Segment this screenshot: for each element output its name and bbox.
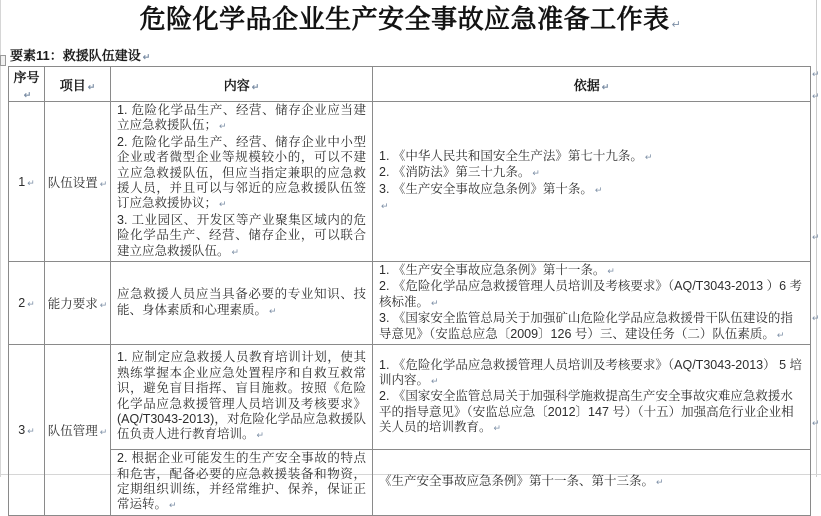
row-end-paragraph-mark: ↵	[812, 91, 820, 101]
row1-basis-empty-paragraph	[379, 198, 804, 214]
header-content	[111, 67, 373, 102]
page-title-text: 危险化学品企业生产安全事故应急准备工作表 ↵	[140, 4, 682, 34]
row2-basis-p3: 3. 《国家安全监管总局关于加强矿山危险化学品应急救援骨干队伍建设的指导意见》（安监总应急〔2009〕126 号）三、建设任务（二）队伍素质。 ↵	[379, 311, 804, 343]
row2-no: 2 ↵	[18, 296, 35, 310]
work-table	[8, 66, 811, 516]
row1-content-p3: 3. 工业园区、开发区等产业聚集区域内的危险化学品生产、经营、储存企业，可以联合建立应急救援队伍。 ↵	[117, 213, 366, 260]
table-move-handle[interactable]	[0, 55, 6, 66]
row3-item-cell	[45, 345, 111, 516]
row1-no-cell	[9, 102, 45, 262]
row3a-basis-p2: 2. 《国家安全监管总局关于加强科学施救提高生产安全事故灾难应急救援水平的指导意见》（安监总应急〔2012〕147 号）（十五）加强高危行业企业相关人员的培训教育。 ↵	[379, 389, 804, 436]
row3b-content-p1: 2. 根据企业可能发生的生产安全事故的特点和危害，配备必要的应急救援装备和物资，定期组织训练，并经常维护、保养，保证正常运转。 ↵	[117, 451, 366, 514]
row1-no: 1 ↵	[18, 175, 35, 189]
header-item	[45, 67, 111, 102]
header-item-label: 项目 ↵	[60, 78, 96, 93]
row3b-basis-p1: 《生产安全事故应急条例》第十一条、第十三条。 ↵	[379, 474, 804, 490]
row2-no-cell	[9, 262, 45, 345]
row1-item-cell	[45, 102, 111, 262]
row-end-paragraph-mark: ↵	[812, 232, 820, 242]
row1-basis-cell	[373, 102, 811, 262]
row2-item: 能力要求 ↵	[48, 297, 108, 311]
row3a-basis-cell	[373, 345, 811, 450]
row3b-basis-cell	[373, 450, 811, 516]
row2-basis-p2: 2. 《危险化学品应急救援管理人员培训及考核要求》（AQ/T3043-2013 ）6 考核标准。 ↵	[379, 279, 804, 311]
row1-item: 队伍设置 ↵	[48, 176, 108, 190]
row3-no: 3 ↵	[18, 423, 35, 437]
row1-basis-p1: 1. 《中华人民共和国安全生产法》第七十九条。 ↵	[379, 149, 804, 165]
row3a-content-cell	[111, 345, 373, 450]
header-basis-label: 依据 ↵	[574, 78, 610, 93]
row2-basis-cell	[373, 262, 811, 345]
page-title	[0, 3, 821, 41]
row1-content-p1: 1. 危险化学品生产、经营、储存企业应当建立应急救援队伍； ↵	[117, 103, 366, 135]
row3b-content-cell	[111, 450, 373, 516]
row3a-basis-p1: 1. 《危险化学品应急救援管理人员培训及考核要求》（AQ/T3043-2013） 5 培训内容。 ↵	[379, 358, 804, 390]
header-no	[9, 67, 45, 102]
table-row-1	[9, 102, 811, 262]
row2-item-cell	[45, 262, 111, 345]
header-no-label: 序号 ↵	[13, 70, 39, 101]
row1-content-p2: 2. 危险化学品生产、经营、储存企业中小型企业或者微型企业等规模较小的，可以不建立应急救援队伍，但应当指定兼职的应急救援人员，并且可以与邻近的应急救援队伍签订应急救援协议； ↵	[117, 135, 366, 213]
section-label: 要素11：救援队伍建设 ↵	[10, 45, 150, 64]
row1-content-cell	[111, 102, 373, 262]
table-row-2	[9, 262, 811, 345]
row-end-paragraph-mark: ↵	[812, 418, 820, 428]
row3-no-cell	[9, 345, 45, 516]
row-end-paragraph-mark: ↵	[812, 313, 820, 323]
table-row-3a	[9, 345, 811, 450]
table-row-3b	[9, 450, 811, 516]
header-row	[9, 67, 811, 102]
row1-basis-p2: 2. 《消防法》第三十九条。 ↵	[379, 165, 804, 181]
row2-basis-p1: 1. 《生产安全事故应急条例》第十一条。 ↵	[379, 263, 804, 279]
page-edge-left	[0, 0, 1, 477]
row3-item: 队伍管理 ↵	[48, 424, 108, 438]
row2-content-cell	[111, 262, 373, 345]
row3a-content-p1: 1. 应制定应急救援人员教育培训计划，使其熟练掌握本企业应急处置程序和自救互救常识，避免盲目指挥、盲目施救。按照《危险化学品应急救援管理人员培训及考核要求》(AQ/T3043-2013)，对危险化学品应急救援队伍负责人进行教育培训。 ↵	[117, 350, 366, 443]
row1-basis-p3: 3. 《生产安全事故应急条例》第十条。 ↵	[379, 182, 804, 198]
header-basis	[373, 67, 811, 102]
header-content-label: 内容 ↵	[224, 78, 260, 93]
row-end-paragraph-mark: ↵	[812, 69, 820, 79]
row2-content-p1: 应急救援人员应当具备必要的专业知识、技能、身体素质和心理素质。 ↵	[117, 287, 366, 319]
